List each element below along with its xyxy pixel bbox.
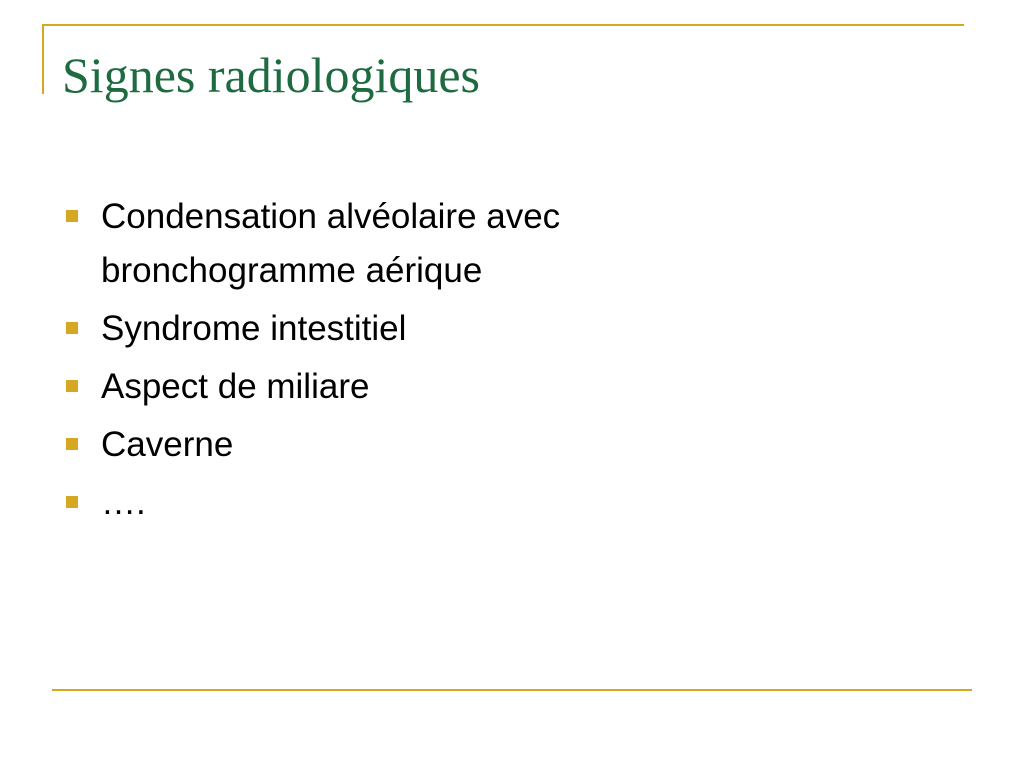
bullet-text: Syndrome intestitiel (101, 309, 407, 348)
square-bullet-icon (66, 438, 78, 450)
bullet-text: Caverne (101, 425, 234, 464)
slide-title: Signes radiologiques (62, 47, 481, 103)
bullet-text: Condensation alvéolaire avec bronchogramme aérique (101, 197, 561, 290)
bullet-item (66, 360, 966, 414)
bullet-text: Aspect de miliare (101, 367, 370, 406)
bottom-rule (52, 689, 972, 691)
square-bullet-icon (66, 496, 78, 508)
bullet-item (66, 418, 966, 472)
bullet-list (66, 190, 966, 534)
bullet-item (66, 302, 966, 356)
square-bullet-icon (66, 380, 78, 392)
bullet-item (66, 190, 966, 298)
bullet-item (66, 476, 966, 530)
square-bullet-icon (66, 210, 78, 222)
top-rule (42, 24, 964, 26)
left-rule (42, 24, 44, 94)
bullet-text: …. (101, 483, 146, 522)
square-bullet-icon (66, 322, 78, 334)
